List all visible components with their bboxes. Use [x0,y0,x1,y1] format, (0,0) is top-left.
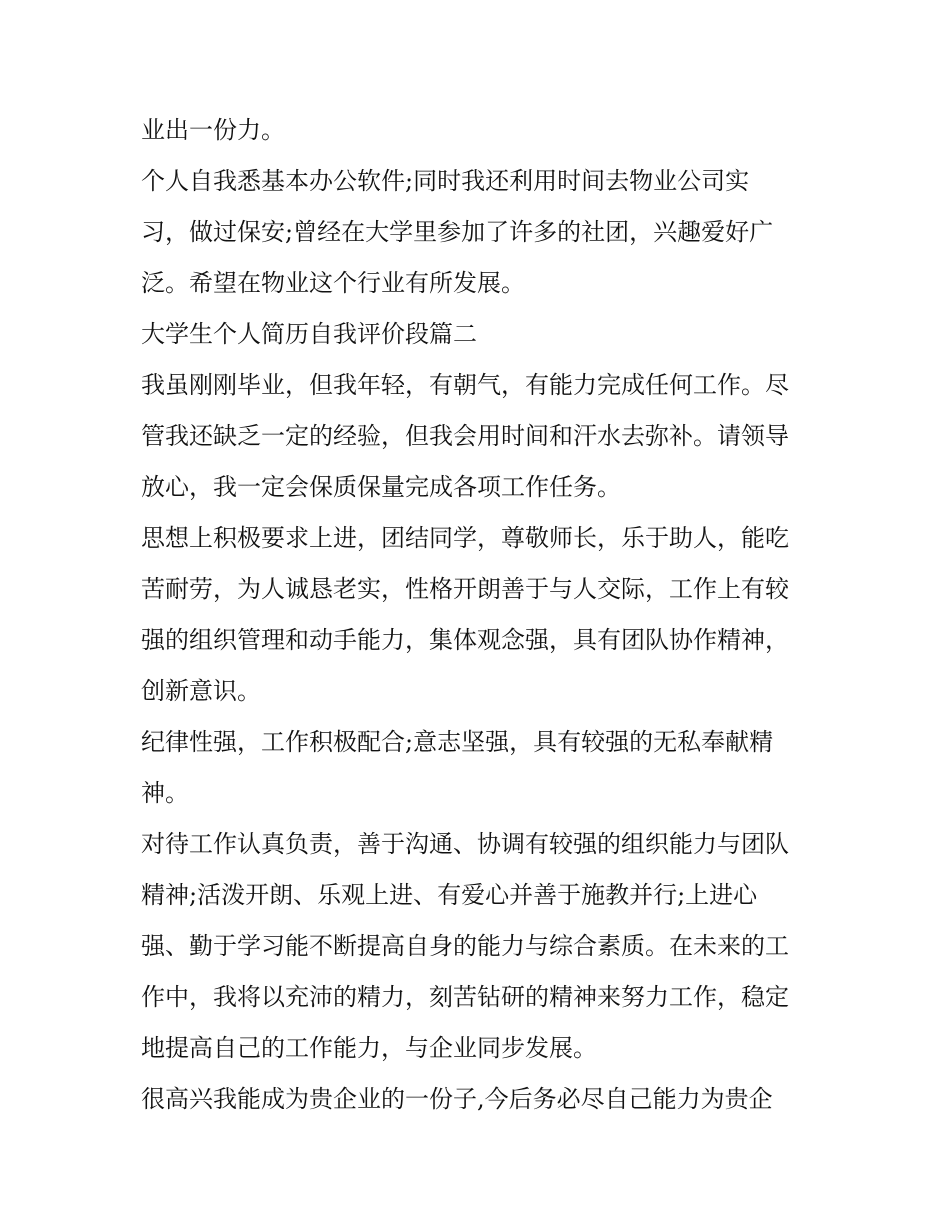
text-line: 创新意识。 [141,677,261,705]
text-line: 放心，我一定会保质保量完成各项工作任务。 [141,473,621,501]
text-line: 地提高自己的工作能力，与企业同步发展。 [141,1034,597,1062]
text-line: 强的组织管理和动手能力，集体观念强，具有团队协作精神， [141,626,789,654]
text-line: 习，做过保安;曾经在大学里参加了许多的社团，兴趣爱好广 [141,218,774,246]
text-line: 神。 [141,779,189,807]
section-heading: 大学生个人简历自我评价段篇二 [141,320,477,348]
text-line: 很高兴我能成为贵企业的一份子,今后务必尽自己能力为贵企 [141,1085,773,1113]
text-line: 业出一份力。 [141,116,285,144]
text-line: 我虽刚刚毕业，但我年轻，有朝气，有能力完成任何工作。尽 [141,371,789,399]
text-line: 精神;活泼开朗、乐观上进、有爱心并善于施教并行;上进心 [141,881,758,909]
text-line: 对待工作认真负责，善于沟通、协调有较强的组织能力与团队 [141,830,789,858]
text-line: 作中，我将以充沛的精力，刻苦钻研的精神来努力工作，稳定 [141,983,789,1011]
text-line: 苦耐劳，为人诚恳老实，性格开朗善于与人交际，工作上有较 [141,575,789,603]
text-line: 思想上积极要求上进，团结同学，尊敬师长，乐于助人，能吃 [141,524,789,552]
text-line: 管我还缺乏一定的经验，但我会用时间和汗水去弥补。请领导 [141,422,789,450]
text-line: 个人自我悉基本办公软件;同时我还利用时间去物业公司实 [141,167,750,195]
text-line: 泛。希望在物业这个行业有所发展。 [141,269,525,297]
text-line: 纪律性强，工作积极配合;意志坚强，具有较强的无私奉献精 [141,728,774,756]
text-line: 强、勤于学习能不断提高自身的能力与综合素质。在未来的工 [141,932,789,960]
